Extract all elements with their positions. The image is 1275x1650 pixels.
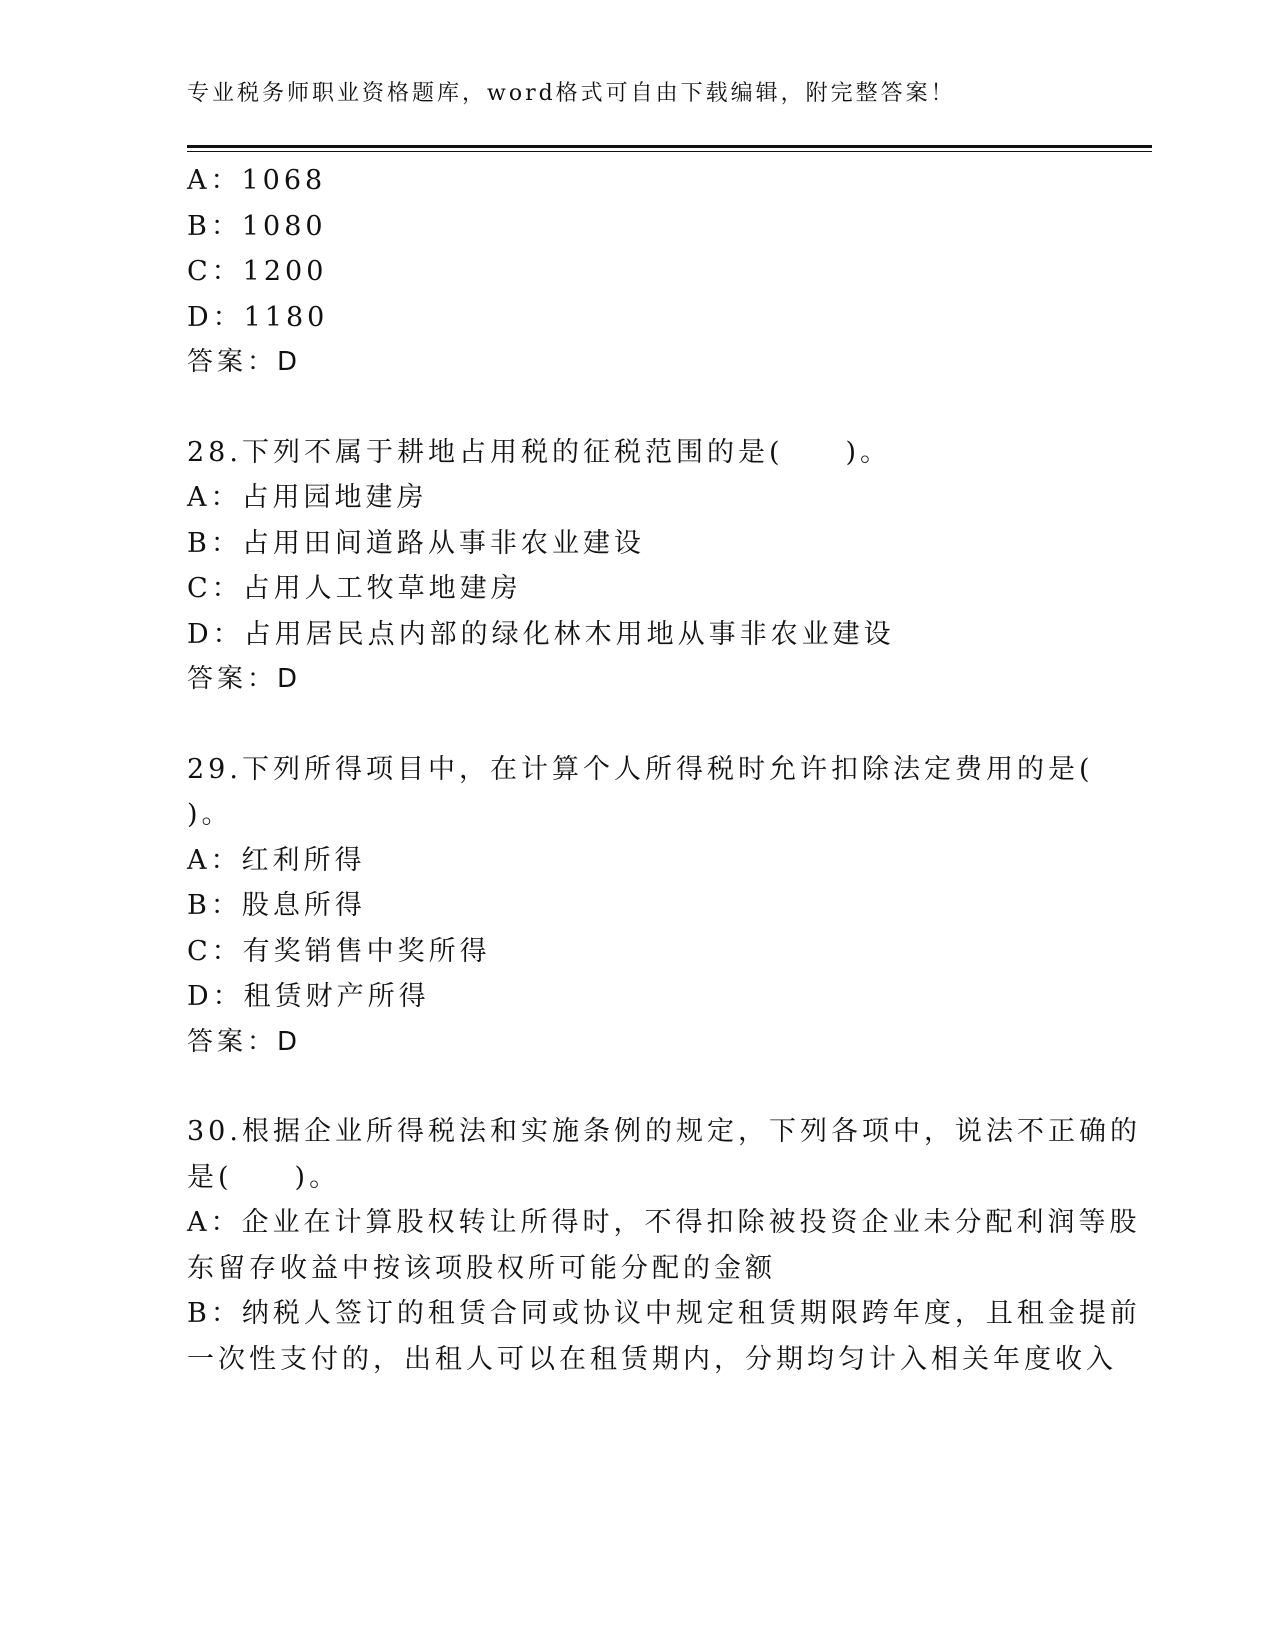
option-d: D：1180 [187, 301, 329, 333]
option-b: B：股息所得 [187, 890, 366, 921]
option-a: A：红利所得 [187, 844, 366, 876]
option-c: C：占用人工牧草地建房 [187, 573, 522, 604]
option-b: B：占用田间道路从事非农业建设 [187, 527, 645, 559]
option-a: A：企业在计算股权转让所得时，不得扣除被投资企业未分配利润等股 [187, 1207, 1141, 1238]
question-content [187, 158, 1141, 1382]
page-header: 专业税务师职业资格题库，word格式可自由下载编辑，附完整答案！ [187, 81, 956, 106]
header-divider-thick [187, 145, 1152, 148]
question-stem: 29.下列所得项目中，在计算个人所得税时允许扣除法定费用的是( [187, 753, 1094, 785]
question-stem: 28.下列不属于耕地占用税的征税范围的是( )。 [187, 436, 892, 468]
answer: 答案：D [187, 347, 302, 377]
option-b: B：1080 [187, 210, 327, 242]
question-28 [187, 430, 1087, 703]
question-stem: 30.根据企业所得税法和实施条例的规定，下列各项中，说法不正确的 [187, 1116, 1141, 1147]
option-c: C：有奖销售中奖所得 [187, 935, 491, 967]
option-d: D：占用居民点内部的绿化林木用地从事非农业建设 [187, 618, 895, 650]
question-stem-continued: 是( )。 [187, 1161, 341, 1193]
option-d: D：租赁财产所得 [187, 981, 430, 1012]
option-c: C：1200 [187, 256, 328, 287]
spacer [187, 703, 1087, 747]
option-b-continued: 一次性支付的，出租人可以在租赁期内，分期均匀计入相关年度收入 [187, 1343, 1117, 1375]
question-29 [187, 747, 1094, 1066]
answer: 答案：D [187, 664, 302, 694]
question-stem-continued: )。 [187, 799, 233, 830]
question-30 [187, 1109, 1141, 1382]
header-divider-thin [187, 151, 1152, 152]
option-b: B：纳税人签订的租赁合同或协议中规定租赁期限跨年度，且租金提前 [187, 1298, 1141, 1329]
answer: 答案：D [187, 1026, 302, 1057]
option-a-continued: 东留存收益中按该项股权所可能分配的金额 [187, 1252, 776, 1284]
spacer [187, 1065, 1087, 1109]
spacer [187, 386, 1087, 430]
option-a: A：1068 [187, 165, 327, 196]
question-27 [187, 158, 1087, 386]
option-a: A：占用园地建房 [187, 482, 428, 513]
